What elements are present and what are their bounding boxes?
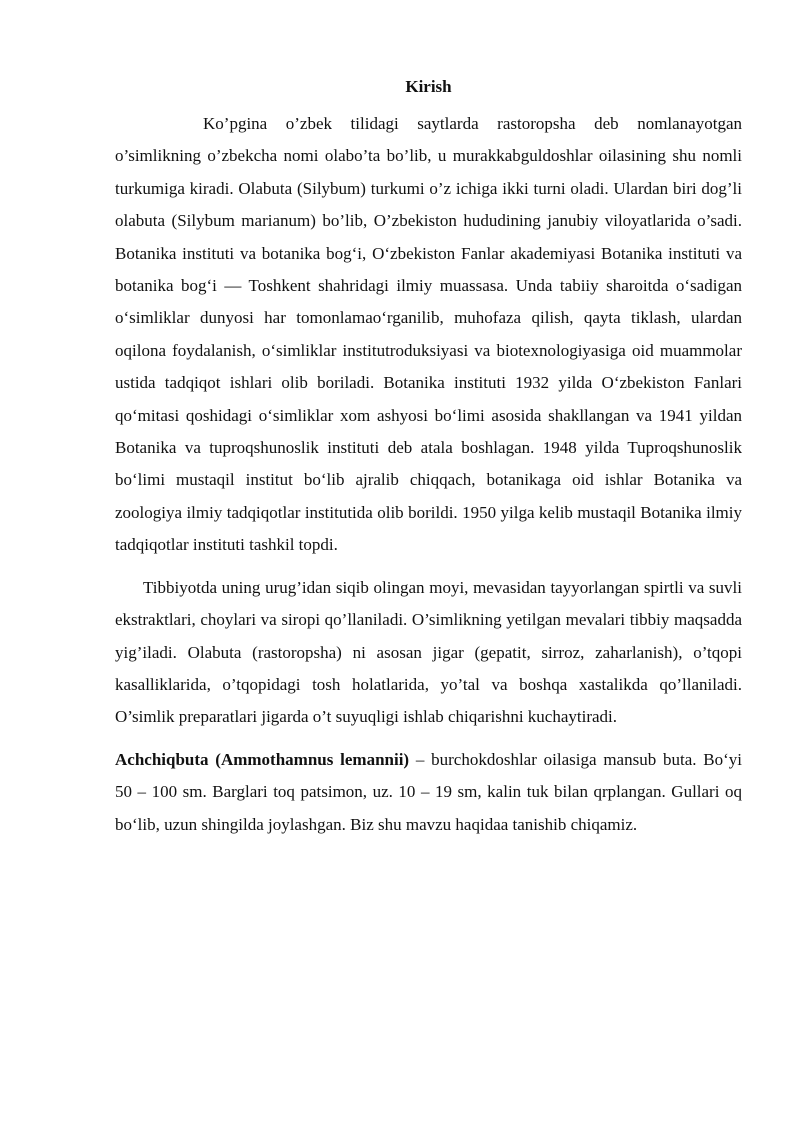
document-page	[115, 74, 742, 841]
document-title: Kirish	[405, 77, 452, 96]
paragraph-achchiqbuta	[115, 744, 742, 841]
paragraph-medicine: Tibbiyotda uning urug’idan siqib olingan moyi, mevasidan tayyorlangan spirtli va suvli ekstraktlari, choylari va siropi qo’llaniladi. O’simlikning yetilgan mevalari tibbiy maqsadda yig’iladi. Olabuta (rastoropsha) ni asosan jigar (gepatit, sirroz, zaharlanish), o’tqopi kasalliklarida, o’tqopidagi tosh holatlarida, yo’tal va boshqa xastalikda qo’llaniladi. O’simlik preparatlari jigarda o’t suyuqligi ishlab chiqarishni kuchaytiradi.	[115, 577, 742, 727]
entry-text: – burchokdoshlar oilasiga mansub buta. Bo‘yi 50 – 100 sm. Barglari toq patsimon, uz. 10 – 19 sm, kalin tuk bilan qrplangan. Gullari oq bo‘lib, uzun shingilda joylashgan. Biz shu mavzu haqidaa tanishib chiqamiz.	[115, 749, 742, 834]
paragraph-introduction: Ko’pgina o’zbek tilidagi saytlarda rastoropsha deb nomlanayotgan o’simlikning o’zbekcha nomi olabo’ta bo’lib, u murakkabguldoshlar oilasining shu nomli turkumiga kiradi. Olabuta (Silybum) turkumi o’z ichiga ikki turni oladi. Ulardan biri dog’li olabuta (Silybum marianum) bo’lib, O’zbekiston hududining janubiy viloyatlarida o’sadi. Botanika instituti va botanika bog‘i, O‘zbekiston Fanlar akademiyasi Botanika instituti va botanika bog‘i — Toshkent shahridagi ilmiy muassasa. Unda tabiiy sharoitda o‘sadigan o‘simliklar dunyosi har tomonlamao‘rganilib, muhofaza qilish, qayta tiklash, ulardan oqilona foydalanish, o‘simliklar institutroduksiyasi va biotexnologiyasiga oid muammolar ustida tadqiqot ishlari olib boriladi. Botanika instituti 1932 yilda O‘zbekiston Fanlari qo‘mitasi qoshidagi o‘simliklar xom ashyosi bo‘limi asosida shakllangan va 1941 yildan Botanika va tuproqshunoslik instituti deb atala boshlagan. 1948 yilda Tuproqshunoslik bo‘limi mustaqil institut bo‘lib ajralib chiqqach, botanikaga oid ishlar Botanika va zoologiya ilmiy tadqiqotlar institutida olib borildi. 1950 yilga kelib mustaqil Botanika ilmiy tadqiqotlar instituti tashkil topdi.	[115, 114, 742, 555]
entry-term: Achchiqbuta (Ammothamnus lemannii)	[115, 749, 410, 769]
